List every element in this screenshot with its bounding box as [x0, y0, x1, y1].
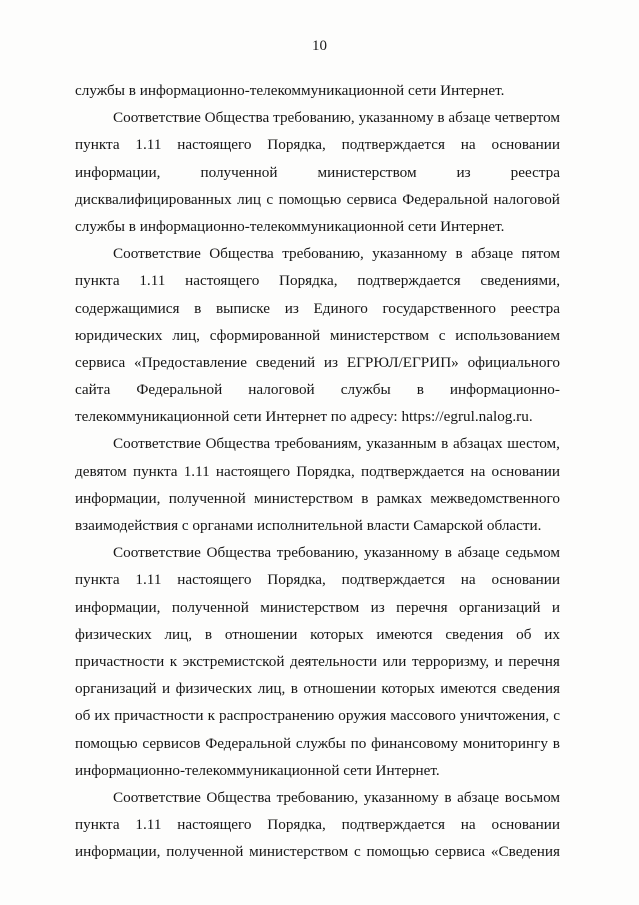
- document-body: [75, 77, 560, 865]
- text-line: Соответствие Общества требованию, указанному в абзаце восьмом: [113, 788, 560, 806]
- paragraph: [75, 784, 560, 866]
- text-line: сайта Федеральной налоговой службы в информационно-: [75, 381, 560, 399]
- text-line: организаций и физических лиц, в отношении которых имеются сведения: [75, 680, 560, 698]
- text-line: телекоммуникационной сети Интернет по адресу: https://egrul.nalog.ru.: [75, 408, 533, 426]
- text-line: причастности к экстремистской деятельности или терроризму, и перечня: [75, 652, 560, 670]
- text-line: информации, полученной министерством с помощью сервиса «Сведения: [75, 843, 560, 861]
- text-line: пункта 1.11 настоящего Порядка, подтверждается на основании: [75, 571, 560, 589]
- text-line: службы в информационно-телекоммуникационной сети Интернет.: [75, 217, 505, 235]
- text-line: службы в информационно-телекоммуникационной сети Интернет.: [75, 82, 505, 99]
- text-line: девятом пункта 1.11 настоящего Порядка, подтверждается на основании: [75, 462, 560, 480]
- text-line: пункта 1.11 настоящего Порядка, подтверждается на основании: [75, 816, 560, 834]
- text-line: информации, полученной министерством в рамках межведомственного: [75, 489, 560, 507]
- text-line: дисквалифицированных лиц с помощью сервиса Федеральной налоговой: [75, 190, 560, 208]
- text-line: Соответствие Общества требованиям, указанным в абзацах шестом,: [113, 435, 560, 453]
- text-line: помощью сервисов Федеральной службы по финансовому мониторингу в: [75, 734, 560, 752]
- paragraph: [75, 77, 560, 104]
- text-line: информации, полученной министерством из реестра: [75, 163, 560, 181]
- text-line: Соответствие Общества требованию, указанному в абзаце четвертом: [113, 109, 560, 127]
- text-line: пункта 1.11 настоящего Порядка, подтверждается сведениями,: [75, 272, 560, 290]
- page-number: 10: [312, 38, 327, 54]
- text-line: Соответствие Общества требованию, указанному в абзаце седьмом: [113, 544, 560, 562]
- text-line: пункта 1.11 настоящего Порядка, подтверждается на основании: [75, 136, 560, 154]
- text-line: содержащимися в выписке из Единого государственного реестра: [75, 299, 560, 317]
- text-line: взаимодействия с органами исполнительной власти Самарской области.: [75, 517, 542, 534]
- text-line: Соответствие Общества требованию, указанному в абзаце пятом: [113, 245, 560, 263]
- text-line: информационно-телекоммуникационной сети Интернет.: [75, 761, 440, 779]
- paragraph: [75, 104, 560, 240]
- text-line: юридических лиц, сформированной министерством с использованием: [75, 326, 560, 344]
- paragraph: [75, 430, 560, 539]
- text-line: об их причастности к распространению оружия массового уничтожения, с: [75, 707, 560, 725]
- paragraph: [75, 240, 560, 430]
- paragraph: [75, 539, 560, 784]
- text-line: физических лиц, в отношении которых имеются сведения об их: [75, 625, 560, 643]
- text-line: информации, полученной министерством из перечня организаций и: [75, 598, 560, 616]
- text-line: сервиса «Предоставление сведений из ЕГРЮЛ/ЕГРИП» официального: [75, 353, 560, 371]
